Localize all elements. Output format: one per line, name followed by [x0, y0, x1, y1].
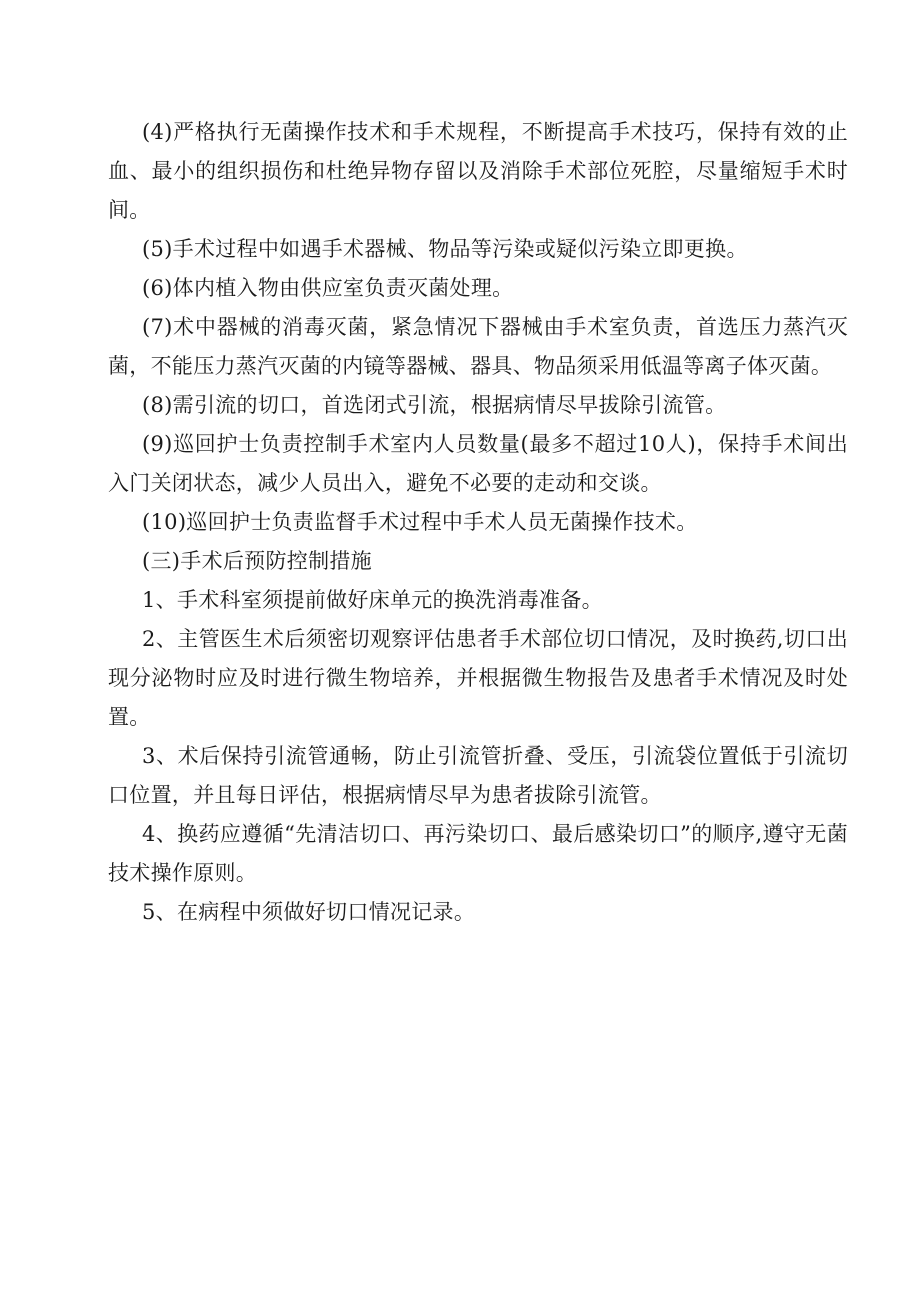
postop-item-4: 4、换药应遵循“先清洁切口、再污染切口、最后感染切口”的顺序,遵守无菌技术操作原则。	[108, 822, 848, 885]
postop-item-5: 5、在病程中须做好切口情况记录。	[142, 900, 476, 924]
paragraph-item-7: (7)术中器械的消毒灭菌，紧急情况下器械由手术室负责，首选压力蒸汽灭菌，不能压力蒸汽灭菌的内镜等器械、器具、物品须采用低温等离子体灭菌。	[108, 315, 848, 378]
paragraph-item-4: (4)严格执行无菌操作技术和手术规程，不断提高手术技巧，保持有效的止血、最小的组织损伤和杜绝异物存留以及消除手术部位死腔，尽量缩短手术时间。	[108, 120, 848, 222]
document-body	[108, 113, 848, 932]
paragraph-item-8: (8)需引流的切口，首选闭式引流，根据病情尽早拔除引流管。	[142, 393, 727, 417]
paragraph-item-10: (10)巡回护士负责监督手术过程中手术人员无菌操作技术。	[142, 510, 698, 534]
paragraph-item-6: (6)体内植入物由供应室负责灭菌处理。	[142, 276, 514, 300]
postop-item-1: 1、手术科室须提前做好床单元的换洗消毒准备。	[142, 588, 603, 612]
section-heading-postoperative: (三)手术后预防控制措施	[142, 549, 372, 573]
postop-item-3: 3、术后保持引流管通畅，防止引流管折叠、受压，引流袋位置低于引流切口位置，并且每日评估，根据病情尽早为患者拔除引流管。	[108, 744, 848, 807]
paragraph-item-9: (9)巡回护士负责控制手术室内人员数量(最多不超过10人)，保持手术间出入门关闭状态，减少人员出入，避免不必要的走动和交谈。	[108, 432, 848, 495]
postop-item-2: 2、主管医生术后须密切观察评估患者手术部位切口情况，及时换药,切口出现分泌物时应及时进行微生物培养，并根据微生物报告及患者手术情况及时处置。	[108, 627, 848, 729]
paragraph-item-5: (5)手术过程中如遇手术器械、物品等污染或疑似污染立即更换。	[142, 237, 748, 261]
